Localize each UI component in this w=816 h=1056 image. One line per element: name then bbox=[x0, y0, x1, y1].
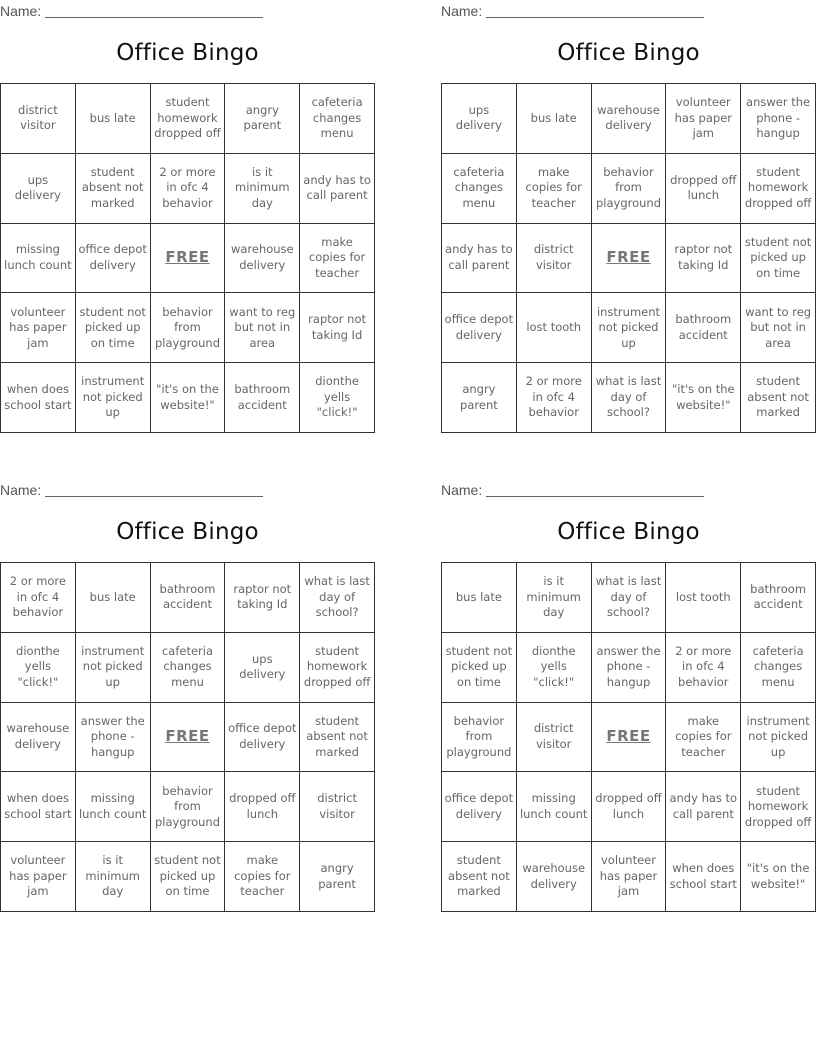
bingo-cell: volunteer has paper jam bbox=[1, 293, 76, 363]
bingo-cell: warehouse delivery bbox=[225, 224, 300, 294]
bingo-cell: what is last day of school? bbox=[592, 363, 667, 433]
bingo-cell: when does school start bbox=[1, 363, 76, 433]
bingo-cell: make copies for teacher bbox=[517, 154, 592, 224]
bingo-cell: raptor not taking Id bbox=[300, 293, 375, 363]
bingo-cell: is it minimum day bbox=[517, 563, 592, 633]
bingo-cell: behavior from playground bbox=[442, 703, 517, 773]
bingo-cell: when does school start bbox=[666, 842, 741, 912]
bingo-cell: "it's on the website!" bbox=[151, 363, 226, 433]
bingo-cell: warehouse delivery bbox=[1, 703, 76, 773]
bingo-cell: instrument not picked up bbox=[592, 293, 667, 363]
name-line bbox=[441, 482, 704, 498]
bingo-cell: ups delivery bbox=[442, 84, 517, 154]
bingo-cell: behavior from playground bbox=[151, 772, 226, 842]
bingo-cell: make copies for teacher bbox=[300, 224, 375, 294]
bingo-cell: 2 or more in ofc 4 behavior bbox=[1, 563, 76, 633]
card-title: Office Bingo bbox=[557, 40, 700, 66]
name-blank[interactable] bbox=[45, 3, 263, 18]
bingo-cell: student absent not marked bbox=[300, 703, 375, 773]
bingo-cell: cafeteria changes menu bbox=[300, 84, 375, 154]
bingo-cell: student absent not marked bbox=[741, 363, 816, 433]
bingo-cell: lost tooth bbox=[517, 293, 592, 363]
card-title: Office Bingo bbox=[116, 519, 259, 545]
name-blank[interactable] bbox=[45, 482, 263, 497]
bingo-cell: "it's on the website!" bbox=[666, 363, 741, 433]
bingo-cell: missing lunch count bbox=[76, 772, 151, 842]
bingo-cell: behavior from playground bbox=[592, 154, 667, 224]
bingo-cell: answer the phone - hangup bbox=[76, 703, 151, 773]
bingo-cell: what is last day of school? bbox=[300, 563, 375, 633]
name-line bbox=[441, 3, 704, 19]
name-label: Name: bbox=[441, 3, 483, 19]
bingo-cell: cafeteria changes menu bbox=[151, 633, 226, 703]
bingo-cell: student homework dropped off bbox=[741, 154, 816, 224]
bingo-cell: bus late bbox=[76, 563, 151, 633]
bingo-cell: volunteer has paper jam bbox=[666, 84, 741, 154]
bingo-cell: dionthe yells "click!" bbox=[517, 633, 592, 703]
bingo-cell: 2 or more in ofc 4 behavior bbox=[517, 363, 592, 433]
bingo-cell: lost tooth bbox=[666, 563, 741, 633]
bingo-cell: student not picked up on time bbox=[151, 842, 226, 912]
bingo-cell: bus late bbox=[76, 84, 151, 154]
bingo-grid bbox=[0, 83, 375, 433]
bingo-cell: want to reg but not in area bbox=[741, 293, 816, 363]
bingo-cell: answer the phone - hangup bbox=[592, 633, 667, 703]
bingo-cell: is it minimum day bbox=[225, 154, 300, 224]
bingo-cell: raptor not taking Id bbox=[666, 224, 741, 294]
bingo-cell: volunteer has paper jam bbox=[1, 842, 76, 912]
bingo-cell: make copies for teacher bbox=[666, 703, 741, 773]
bingo-cell: ups delivery bbox=[1, 154, 76, 224]
free-space-cell: FREE bbox=[592, 224, 667, 294]
bingo-cell: what is last day of school? bbox=[592, 563, 667, 633]
name-label: Name: bbox=[0, 482, 42, 498]
bingo-cell: is it minimum day bbox=[76, 842, 151, 912]
card-title: Office Bingo bbox=[557, 519, 700, 545]
bingo-cell: student absent not marked bbox=[76, 154, 151, 224]
bingo-grid bbox=[441, 562, 816, 912]
name-line bbox=[0, 3, 263, 19]
bingo-cell: office depot delivery bbox=[442, 772, 517, 842]
bingo-cell: bathroom accident bbox=[666, 293, 741, 363]
bingo-cell: angry parent bbox=[442, 363, 517, 433]
bingo-cell: dropped off lunch bbox=[666, 154, 741, 224]
bingo-cell: andy has to call parent bbox=[442, 224, 517, 294]
bingo-cell: "it's on the website!" bbox=[741, 842, 816, 912]
free-space-cell: FREE bbox=[151, 224, 226, 294]
bingo-grid bbox=[441, 83, 816, 433]
bingo-card-3 bbox=[0, 479, 376, 911]
bingo-card-2 bbox=[441, 0, 816, 432]
name-blank[interactable] bbox=[486, 3, 704, 18]
bingo-cell: 2 or more in ofc 4 behavior bbox=[151, 154, 226, 224]
bingo-grid bbox=[0, 562, 375, 912]
bingo-cell: student homework dropped off bbox=[300, 633, 375, 703]
bingo-cell: student not picked up on time bbox=[76, 293, 151, 363]
bingo-cell: cafeteria changes menu bbox=[741, 633, 816, 703]
bingo-cell: ups delivery bbox=[225, 633, 300, 703]
bingo-card-1 bbox=[0, 0, 376, 432]
bingo-cell: district visitor bbox=[517, 703, 592, 773]
bingo-cell: behavior from playground bbox=[151, 293, 226, 363]
bingo-cell: raptor not taking Id bbox=[225, 563, 300, 633]
bingo-cell: office depot delivery bbox=[76, 224, 151, 294]
bingo-cell: angry parent bbox=[225, 84, 300, 154]
bingo-cell: student not picked up on time bbox=[741, 224, 816, 294]
free-space-cell: FREE bbox=[592, 703, 667, 773]
bingo-cell: missing lunch count bbox=[517, 772, 592, 842]
bingo-cell: missing lunch count bbox=[1, 224, 76, 294]
bingo-cell: bathroom accident bbox=[225, 363, 300, 433]
name-label: Name: bbox=[441, 482, 483, 498]
card-title: Office Bingo bbox=[116, 40, 259, 66]
name-line bbox=[0, 482, 263, 498]
bingo-cell: bus late bbox=[442, 563, 517, 633]
bingo-cell: dropped off lunch bbox=[225, 772, 300, 842]
bingo-cell: student absent not marked bbox=[442, 842, 517, 912]
bingo-cell: instrument not picked up bbox=[741, 703, 816, 773]
bingo-cell: when does school start bbox=[1, 772, 76, 842]
bingo-cell: 2 or more in ofc 4 behavior bbox=[666, 633, 741, 703]
bingo-cell: student homework dropped off bbox=[741, 772, 816, 842]
bingo-cell: angry parent bbox=[300, 842, 375, 912]
bingo-cell: instrument not picked up bbox=[76, 363, 151, 433]
bingo-cell: want to reg but not in area bbox=[225, 293, 300, 363]
bingo-cell: instrument not picked up bbox=[76, 633, 151, 703]
bingo-cell: district visitor bbox=[1, 84, 76, 154]
bingo-cell: make copies for teacher bbox=[225, 842, 300, 912]
bingo-cell: andy has to call parent bbox=[300, 154, 375, 224]
bingo-cell: bathroom accident bbox=[741, 563, 816, 633]
bingo-cell: district visitor bbox=[300, 772, 375, 842]
bingo-cell: cafeteria changes menu bbox=[442, 154, 517, 224]
bingo-cell: volunteer has paper jam bbox=[592, 842, 667, 912]
bingo-cell: office depot delivery bbox=[225, 703, 300, 773]
bingo-cell: student not picked up on time bbox=[442, 633, 517, 703]
bingo-cell: warehouse delivery bbox=[517, 842, 592, 912]
name-blank[interactable] bbox=[486, 482, 704, 497]
free-space-cell: FREE bbox=[151, 703, 226, 773]
name-label: Name: bbox=[0, 3, 42, 19]
bingo-cell: dionthe yells "click!" bbox=[1, 633, 76, 703]
bingo-cell: student homework dropped off bbox=[151, 84, 226, 154]
bingo-cell: dionthe yells "click!" bbox=[300, 363, 375, 433]
bingo-cell: dropped off lunch bbox=[592, 772, 667, 842]
bingo-cell: andy has to call parent bbox=[666, 772, 741, 842]
bingo-card-4 bbox=[441, 479, 816, 911]
bingo-cell: answer the phone - hangup bbox=[741, 84, 816, 154]
bingo-cell: district visitor bbox=[517, 224, 592, 294]
bingo-cell: bus late bbox=[517, 84, 592, 154]
bingo-cell: warehouse delivery bbox=[592, 84, 667, 154]
bingo-cell: office depot delivery bbox=[442, 293, 517, 363]
bingo-cell: bathroom accident bbox=[151, 563, 226, 633]
